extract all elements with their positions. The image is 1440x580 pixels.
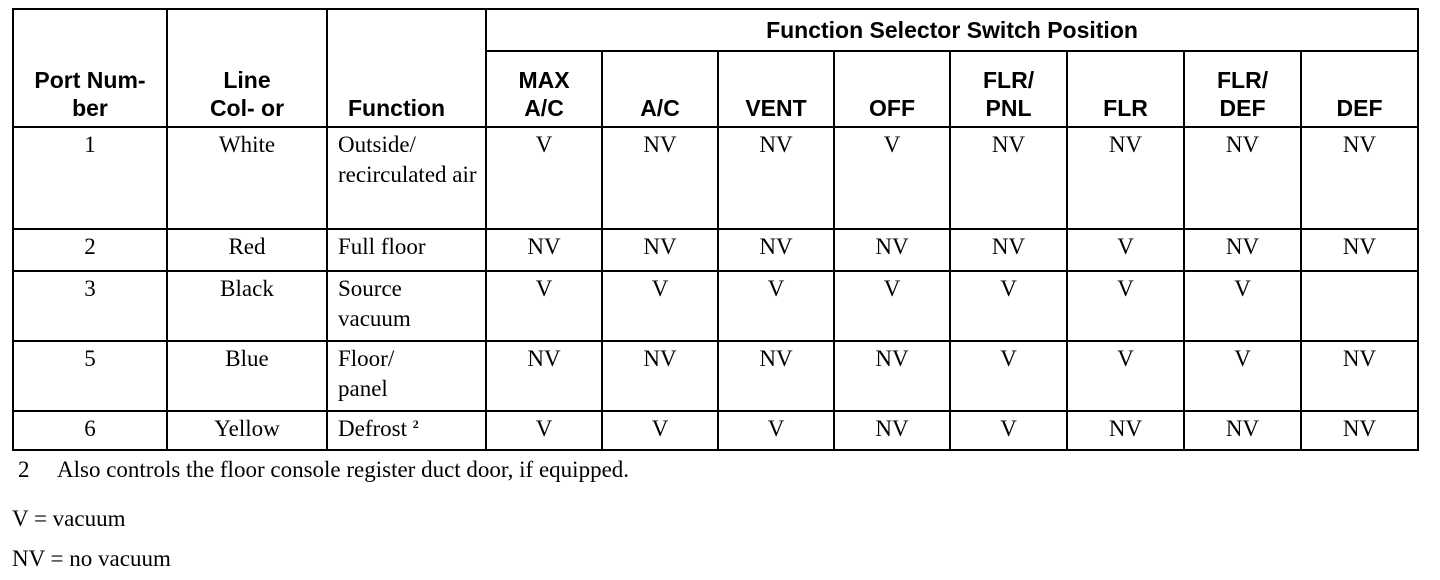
value-cell: V bbox=[834, 271, 950, 341]
port-number-cell: 2 bbox=[13, 229, 167, 271]
value-cell: NV bbox=[950, 127, 1067, 229]
function-cell: Source vacuum bbox=[327, 271, 486, 341]
value-cell: NV bbox=[718, 229, 834, 271]
function-cell: Floor/ panel bbox=[327, 341, 486, 411]
value-cell: V bbox=[1067, 229, 1184, 271]
header-position: A/C bbox=[602, 51, 718, 127]
footnote-reference: 2 bbox=[412, 417, 419, 431]
value-cell bbox=[1301, 271, 1418, 341]
table-row bbox=[13, 341, 1418, 411]
header-position: OFF bbox=[834, 51, 950, 127]
legend-no-vacuum: NV = no vacuum bbox=[12, 546, 171, 571]
value-cell: NV bbox=[1184, 411, 1301, 450]
line-color-cell: White bbox=[167, 127, 327, 229]
value-cell: V bbox=[486, 411, 602, 450]
header-position: FLR/ DEF bbox=[1184, 51, 1301, 127]
value-cell: V bbox=[834, 127, 950, 229]
value-cell: V bbox=[1184, 271, 1301, 341]
line-color-cell: Black bbox=[167, 271, 327, 341]
value-cell: NV bbox=[486, 341, 602, 411]
value-cell: NV bbox=[602, 229, 718, 271]
header-line-color: Line Col- or bbox=[167, 9, 327, 127]
value-cell: V bbox=[718, 271, 834, 341]
footnote-number: 2 bbox=[18, 457, 30, 482]
value-cell: NV bbox=[834, 411, 950, 450]
value-cell: NV bbox=[1067, 127, 1184, 229]
function-cell: Outside/ recirculated air bbox=[327, 127, 486, 229]
value-cell: NV bbox=[1301, 341, 1418, 411]
value-cell: V bbox=[602, 271, 718, 341]
value-cell: NV bbox=[834, 229, 950, 271]
table-row bbox=[13, 411, 1418, 450]
value-cell: V bbox=[718, 411, 834, 450]
value-cell: V bbox=[1067, 341, 1184, 411]
value-cell: V bbox=[950, 411, 1067, 450]
header-position: FLR bbox=[1067, 51, 1184, 127]
table-row bbox=[13, 271, 1418, 341]
header-function: Function bbox=[327, 9, 486, 127]
value-cell: NV bbox=[718, 127, 834, 229]
header-position: FLR/ PNL bbox=[950, 51, 1067, 127]
table-row bbox=[13, 127, 1418, 229]
value-cell: NV bbox=[1301, 127, 1418, 229]
value-cell: V bbox=[950, 271, 1067, 341]
value-cell: NV bbox=[486, 229, 602, 271]
value-cell: NV bbox=[1301, 229, 1418, 271]
value-cell: NV bbox=[950, 229, 1067, 271]
port-number-cell: 5 bbox=[13, 341, 167, 411]
value-cell: NV bbox=[1184, 229, 1301, 271]
function-cell bbox=[327, 411, 486, 450]
value-cell: V bbox=[950, 341, 1067, 411]
header-position: VENT bbox=[718, 51, 834, 127]
value-cell: NV bbox=[1301, 411, 1418, 450]
line-color-cell: Blue bbox=[167, 341, 327, 411]
function-text: Defrost bbox=[338, 416, 407, 441]
vacuum-port-table bbox=[12, 8, 1419, 451]
function-cell: Full floor bbox=[327, 229, 486, 271]
header-position: DEF bbox=[1301, 51, 1418, 127]
value-cell: V bbox=[602, 411, 718, 450]
value-cell: V bbox=[486, 271, 602, 341]
legend-vacuum: V = vacuum bbox=[12, 506, 126, 531]
value-cell: NV bbox=[834, 341, 950, 411]
value-cell: NV bbox=[1067, 411, 1184, 450]
value-cell: NV bbox=[1184, 127, 1301, 229]
port-number-cell: 6 bbox=[13, 411, 167, 450]
value-cell: NV bbox=[602, 341, 718, 411]
footnote bbox=[18, 456, 629, 484]
line-color-cell: Red bbox=[167, 229, 327, 271]
footnote-text: Also controls the floor console register duct door, if equipped. bbox=[57, 457, 630, 482]
header-port-number: Port Num- ber bbox=[13, 9, 167, 127]
port-number-cell: 3 bbox=[13, 271, 167, 341]
value-cell: V bbox=[1067, 271, 1184, 341]
line-color-cell: Yellow bbox=[167, 411, 327, 450]
value-cell: NV bbox=[602, 127, 718, 229]
value-cell: V bbox=[1184, 341, 1301, 411]
port-number-cell: 1 bbox=[13, 127, 167, 229]
value-cell: V bbox=[486, 127, 602, 229]
value-cell: NV bbox=[718, 341, 834, 411]
table-row bbox=[13, 229, 1418, 271]
header-position: MAX A/C bbox=[486, 51, 602, 127]
header-switch-position-group: Function Selector Switch Position bbox=[486, 9, 1418, 51]
